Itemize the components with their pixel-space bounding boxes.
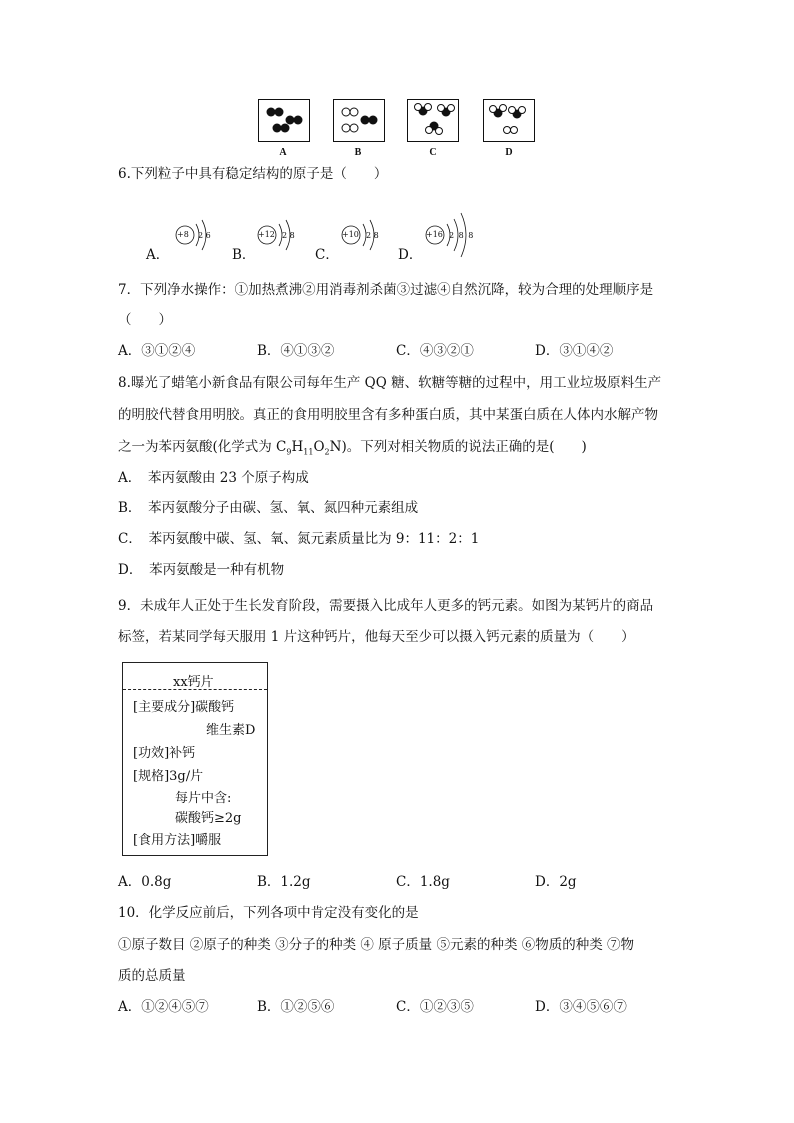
label-usage: [食用方法]嚼服: [133, 833, 222, 848]
q6-option-d-letter: D．: [398, 247, 423, 263]
q10-option-a: A．①②④⑤⑦: [118, 999, 209, 1015]
q9-option-a: A．0.8g: [118, 874, 172, 890]
q8-option-d: D． 苯丙氨酸是一种有机物: [118, 562, 285, 578]
calcium-tablet-label: [122, 662, 268, 856]
q10-option-d: D．③④⑤⑥⑦: [535, 999, 627, 1015]
molecule-box-b: [333, 99, 385, 142]
q10-option-b: B．①②⑤⑥: [257, 999, 335, 1015]
molecule-box-c: [407, 99, 459, 142]
formula-sub-h: 11: [303, 447, 314, 457]
q6-option-b-letter: B．: [232, 247, 256, 263]
q7-option-a: A．③①②④: [118, 343, 196, 359]
molecule-c-diagram: [408, 100, 458, 141]
label-effect: [功效]补钙: [133, 746, 196, 761]
molecule-a-diagram: [259, 100, 309, 141]
q8-line3-post: N)。下列对相关物质的说法正确的是( ): [329, 439, 587, 455]
label-content: 碳酸钙≥2g: [175, 811, 242, 826]
q8-line3-pre: 之一为苯丙氨酸(化学式为 C: [118, 439, 287, 455]
q9-option-d: D．2g: [535, 874, 577, 890]
molecule-box-d: [483, 99, 535, 142]
molecule-box-a: [258, 99, 310, 142]
q6-option-c-shells: 2 8: [366, 231, 379, 240]
label-divider: [123, 689, 267, 690]
q10-items-line1: ①原子数目 ②原子的种类 ③分子的种类 ④ 原子质量 ⑤元素的种类 ⑥物质的种类 ⑦物: [118, 937, 635, 953]
label-spec: [规格]3g/片: [133, 769, 204, 784]
q10-option-c: C．①②③⑤: [396, 999, 474, 1015]
molecule-label-d: D: [505, 147, 513, 158]
q9-stem-line2: 标签，若某同学每天服用 1 片这种钙片，他每天至少可以摄入钙元素的质量为（ ）: [118, 629, 635, 645]
q6-option-c-letter: C．: [315, 247, 339, 263]
q6-option-b-nucleus: +12: [258, 230, 275, 239]
q8-stem-line2: 的明胶代替食用明胶。真正的食用明胶里含有多种蛋白质，其中某蛋白质在人体内水解产物: [118, 407, 658, 423]
q7-option-c: C．④③②①: [396, 343, 474, 359]
label-per-tablet: 每片中含:: [175, 791, 232, 806]
molecule-label-a: A: [279, 147, 287, 158]
formula-h: H: [291, 439, 304, 455]
q6-stem: 6.下列粒子中具有稳定结构的原子是（ ）: [118, 166, 388, 182]
q7-option-d: D．③①④②: [535, 343, 614, 359]
formula-o: O: [313, 439, 325, 455]
formula-sub-o: 2: [324, 447, 330, 457]
q9-option-b: B．1.2g: [257, 874, 311, 890]
label-ingredient-2: 维生素D: [206, 723, 256, 738]
q8-stem-line3: [118, 438, 587, 462]
q6-option-c-nucleus: +10: [342, 230, 359, 239]
q9-option-c: C．1.8g: [396, 874, 450, 890]
q7-paren: （ ）: [118, 312, 172, 328]
molecule-label-b: B: [354, 147, 362, 158]
q10-items-line2: 质的总质量: [118, 968, 186, 984]
label-ingredient: [主要成分]碳酸钙: [133, 700, 235, 715]
q6-option-b-shells: 2 8: [282, 231, 295, 240]
q6-option-d-shells: 2 8 8: [449, 231, 475, 240]
q9-stem-line1: 9．未成年人正处于生长发育阶段，需要摄入比成年人更多的钙元素。如图为某钙片的商品: [118, 598, 654, 614]
q7-option-b: B．④①③②: [257, 343, 335, 359]
q8-option-b: B． 苯丙氨酸分子由碳、氢、氧、氮四种元素组成: [118, 500, 419, 516]
formula-sub-c: 9: [286, 447, 292, 457]
q8-stem-line1: 8.曝光了蜡笔小新食品有限公司每年生产 QQ 糖、软糖等糖的过程中，用工业垃圾原料生产: [118, 375, 662, 391]
q6-option-a-shells: 2 6: [198, 231, 211, 240]
q8-option-c: C． 苯丙氨酸中碳、氢、氧、氮元素质量比为 9：11：2：1: [118, 531, 480, 547]
label-title: xx钙片: [173, 675, 214, 690]
q7-stem: 7．下列净水操作：①加热煮沸②用消毒剂杀菌③过滤④自然沉降，较为合理的处理顺序是: [118, 282, 654, 298]
q6-option-a-nucleus: +8: [177, 230, 189, 239]
q6-option-a-letter: A．: [146, 247, 170, 263]
q8-option-a: A． 苯丙氨酸由 23 个原子构成: [118, 470, 309, 486]
molecule-b-diagram: [334, 100, 384, 141]
molecule-d-diagram: [484, 100, 534, 141]
molecule-label-c: C: [429, 147, 437, 158]
q6-option-d-nucleus: +16: [426, 230, 443, 239]
q10-stem: 10．化学反应前后，下列各项中肯定没有变化的是: [118, 905, 419, 921]
